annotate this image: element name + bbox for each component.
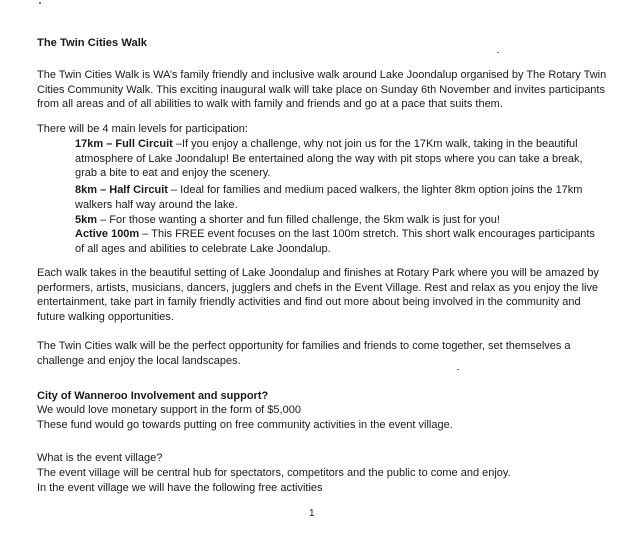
level-description: –If you enjoy a challenge, why not join us for the 17Km walk, taking in the beautiful atmosphere of Lake Joondalup! Be entertained along the way with pit stops where you can take a break, grab a bite to eat and enjoy the scenery. [75, 138, 583, 180]
document-title: The Twin Cities Walk [37, 37, 148, 49]
scan-speck [497, 52, 499, 53]
levels-intro: There will be 4 main levels for participation: [37, 123, 248, 135]
level-name: 17km – Full Circuit [75, 138, 173, 150]
level-item [75, 183, 600, 212]
level-name: 8km – Half Circuit [75, 184, 168, 196]
level-item [75, 227, 600, 256]
scan-speck [39, 2, 41, 4]
event-village-paragraph: Each walk takes in the beautiful setting of Lake Joondalup and finishes at Rotary Park where you will be amazed by performers, artists, musicians, dancers, jugglers and chefs in the Event Village. Rest and relax as you enjoy the live entertainment, take part in family friendly activities and find out more about being involved in the community and future walking opportunities. [37, 267, 599, 323]
level-description: – This FREE event focuses on the last 100m stretch. This short walk encourages participants of all ages and abilities to celebrate Lake Joondalup. [75, 228, 595, 255]
event-village-activities-line: In the event village we will have the following free activities [37, 482, 323, 494]
fund-usage-line: These fund would go towards putting on free community activities in the event village. [37, 419, 453, 431]
opportunity-paragraph: The Twin Cities walk will be the perfect opportunity for families and friends to come together, set themselves a challenge and enjoy the local landscapes. [37, 340, 571, 367]
scan-speck [457, 369, 459, 370]
level-item [75, 213, 595, 228]
intro-paragraph: The Twin Cities Walk is WA’s family friendly and inclusive walk around Lake Joondalup organised by The Rotary Twin Cities Community Walk. This exciting inaugural walk will take place on Sunday 6th November and invites participants from all areas and of all abilities to walk with family and friends and go at a pace that suits them. [37, 69, 607, 111]
page-number: 1 [309, 508, 315, 519]
event-village-definition: The event village will be central hub for spectators, competitors and the public to come and enjoy. [37, 467, 511, 479]
city-support-heading: City of Wanneroo Involvement and support? [37, 390, 269, 402]
level-description: – For those wanting a shorter and fun filled challenge, the 5km walk is just for you! [97, 214, 500, 226]
level-item [75, 137, 600, 181]
level-name: 5km [75, 214, 98, 226]
level-name: Active 100m [75, 228, 140, 240]
level-description: – Ideal for families and medium paced walkers, the lighter 8km option joins the 17km walkers half way around the lake. [75, 184, 583, 211]
event-village-question: What is the event village? [37, 452, 163, 464]
support-amount-line: We would love monetary support in the form of $5,000 [37, 404, 301, 416]
